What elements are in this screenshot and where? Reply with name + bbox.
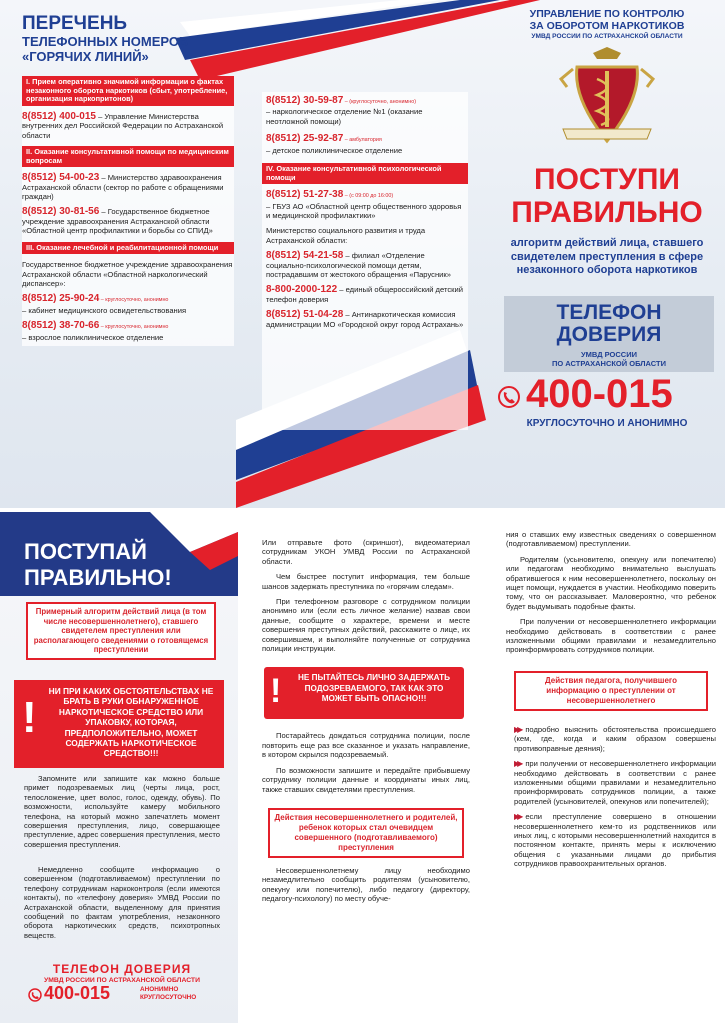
org-line: УМВД РОССИИ ПО АСТРАХАНСКОЙ ОБЛАСТИ bbox=[531, 33, 683, 40]
list-item bbox=[266, 134, 464, 155]
hotline-panel-left bbox=[22, 76, 234, 346]
cover-subtitle: алгоритм действий лица, ставшего свидетелем преступления в сфере незаконного оборота наркотиков bbox=[510, 237, 704, 276]
phone-icon bbox=[28, 988, 42, 1002]
footer-phone-number: 400-015 bbox=[44, 983, 111, 1003]
phone-icon bbox=[498, 386, 520, 408]
exclamation-icon: ! bbox=[270, 672, 282, 711]
list-item: Государственное бюджетное учреждение здравоохранения Астраханской области «Областной наркологический диспансер»: bbox=[22, 260, 233, 289]
instruction-paragraph: Или отправьте фото (скриншот), видеоматериал сотрудникам УКОН УМВД России по Астраханской области. bbox=[262, 538, 470, 566]
title-line: ПЕРЕЧЕНЬ bbox=[22, 14, 128, 34]
list-item bbox=[266, 96, 464, 126]
instruction-paragraph: Несовершеннолетнему лицу необходимо незамедлительно сообщить родителям (усыновителю, опекуну или попечителю), либо педагогу (директору, педагогу-психологу) по месту обуче- bbox=[262, 865, 470, 904]
instruction-paragraph: При получении от несовершеннолетнего информации необходимо действовать в соответствии с ранее изложенными общими правилами и незамедлительно проинформировать сотрудников полиции. bbox=[506, 617, 716, 655]
algorithm-box: Примерный алгоритм действий лица (в том числе несовершеннолетнего), ставшего свидетелем преступления или располагающего сведениями о готовящемся преступлении bbox=[26, 602, 216, 660]
inner-left-column bbox=[0, 512, 238, 1023]
instruction-paragraph: Чем быстрее поступит информация, тем больше шансов задержать преступника по «горячим следам». bbox=[262, 572, 470, 591]
cover-headline bbox=[496, 163, 718, 229]
big-phone-number: 400-015 bbox=[526, 371, 673, 416]
item-text: – детское поликлиническое отделение bbox=[266, 145, 403, 155]
phone-number: 8(8512) 51-04-28 bbox=[266, 309, 344, 321]
item-text: – филиал «Отделение социально-психологической помощи детям, пострадавшим от жестокого обращения «Парусник» bbox=[266, 251, 451, 280]
warning-box bbox=[14, 680, 224, 768]
section-header: I. Прием оперативно значимой информации о фактах незаконного оборота наркотиков (сбыт, употребление, организация наркопритонов) bbox=[22, 76, 234, 106]
footer-org: УМВД РОССИИ ПО АСТРАХАНСКОЙ ОБЛАСТИ bbox=[44, 977, 200, 984]
trust-phone-line: ТЕЛЕФОН bbox=[556, 300, 662, 324]
double-arrow-icon: ▶▶ bbox=[514, 759, 521, 769]
item-note: – (круглосуточно, анонимно) bbox=[343, 99, 417, 105]
footer-trust-phone bbox=[22, 962, 222, 1018]
org-line: УПРАВЛЕНИЕ ПО КОНТРОЛЮ bbox=[529, 8, 685, 20]
police-emblem-icon bbox=[496, 45, 718, 149]
phone-number: 8(8512) 38-70-66 bbox=[22, 320, 100, 332]
list-item bbox=[22, 321, 234, 342]
trust-phone-line: ДОВЕРИЯ bbox=[556, 322, 662, 346]
trust-phone-line: УМВД РОССИИ bbox=[580, 349, 637, 359]
title-line: «ГОРЯЧИХ ЛИНИЙ» bbox=[22, 49, 149, 64]
cover-panel bbox=[496, 8, 718, 504]
exclamation-icon: ! bbox=[22, 693, 37, 742]
headline-line: ПОСТУПИ bbox=[534, 163, 680, 196]
list-item bbox=[266, 190, 464, 220]
phone-number: 8(8512) 400-015 bbox=[22, 110, 96, 122]
warning-text: НЕ ПЫТАЙТЕСЬ ЛИЧНО ЗАДЕРЖАТЬ ПОДОЗРЕВАЕМОГО, ТАК КАК ЭТО МОЖЕТ БЫТЬ ОПАСНО!!! bbox=[297, 673, 451, 704]
phone-number: 8-800-2000-122 bbox=[266, 284, 338, 296]
bullet-text: подробно выяснить обстоятельства происшедшего (кем, где, когда и каким образом совершены противоправные деяния); bbox=[514, 724, 716, 753]
item-note: – круглосуточно, анонимно bbox=[99, 297, 169, 304]
bullet-text: при получении от несовершеннолетнего информации необходимо действовать в соответствии с ранее изложенными общими правилами и незамедлительно проинформировать сотрудников полиции, а также родителей (усыновителей, опекунов или попечителей); bbox=[514, 759, 716, 806]
phone-number: 8(8512) 30-59-87 bbox=[266, 95, 344, 106]
bullet-item bbox=[506, 759, 716, 806]
inner-right-column bbox=[506, 530, 716, 1020]
item-text: – единый общероссийский детский телефон доверия bbox=[266, 285, 463, 304]
title-line: ТЕЛЕФОННЫХ НОМЕРОВ bbox=[22, 34, 189, 49]
org-line: ЗА ОБОРОТОМ НАРКОТИКОВ bbox=[529, 20, 685, 32]
headline-line: ПРАВИЛЬНО! bbox=[24, 565, 172, 590]
instruction-paragraph: По возможности запишите и передайте прибывшему сотруднику полиции данные и координаты иных лиц, также ставших свидетелями преступления. bbox=[262, 765, 470, 794]
inner-middle-column bbox=[262, 520, 470, 1020]
section-header: II. Оказание консультативной помощи по медицинским вопросам bbox=[22, 146, 234, 167]
item-text: – наркологическое отделение №1 (оказание неотложной помощи) bbox=[266, 107, 423, 126]
instruction-paragraph: ния о ставших ему известных сведениях о совершенном (подготавливаемом) преступлении. bbox=[506, 530, 716, 549]
bullet-item bbox=[506, 725, 716, 753]
phone-number: 8(8512) 51-27-38 bbox=[266, 189, 344, 201]
hotline-list-middle bbox=[262, 92, 468, 430]
availability-note: КРУГЛОСУТОЧНО И АНОНИМНО bbox=[526, 417, 688, 429]
section-header: III. Оказание лечебной и реабилитационной помощи bbox=[22, 242, 234, 255]
warning-text: НИ ПРИ КАКИХ ОБСТОЯТЕЛЬСТВАХ НЕ БРАТЬ В РУКИ ОБНАРУЖЕННОЕ НАРКОТИЧЕСКОЕ СРЕДСТВО ИЛИ УПАКОВКУ, КОТОРАЯ, ПРЕДПОЛОЖИТЕЛЬНО, МОЖЕТ СОДЕРЖАТЬ НАРКОТИЧЕСКОЕ СРЕДСТВО!!! bbox=[48, 686, 214, 759]
headline-line: ПОСТУПАЙ bbox=[24, 539, 147, 564]
big-phone-row bbox=[496, 371, 718, 416]
list-item bbox=[266, 251, 464, 279]
trust-phone-line: ПО АСТРАХАНСКОЙ ОБЛАСТИ bbox=[552, 358, 666, 368]
section-header: IV. Оказание консультативной психологической помощи bbox=[262, 163, 468, 184]
list-title bbox=[22, 14, 240, 64]
trust-phone-box bbox=[504, 296, 714, 372]
phone-number: 8(8512) 30-81-56 bbox=[22, 206, 100, 218]
bullet-text: если преступление совершено в отношении несовершеннолетнего кем-то из родственников или иных лиц, с которыми несовершеннолетний находится в постоянном контакте, принять меры к исключению общения с указанными лицами до прибытия сотрудников правоохранительных органов. bbox=[514, 812, 716, 869]
item-text: – ГБУЗ АО «Областной центр общественного здоровья и медицинской профилактики» bbox=[266, 201, 462, 221]
list-item bbox=[266, 310, 464, 329]
footer-title: ТЕЛЕФОН ДОВЕРИЯ bbox=[52, 962, 192, 976]
hotline-list-left bbox=[22, 14, 240, 504]
headline-line: ПРАВИЛЬНО bbox=[511, 196, 703, 229]
item-text: – кабинет медицинского освидетельствования bbox=[22, 305, 187, 315]
item-note: – круглосуточно, анонимно bbox=[99, 324, 169, 331]
brochure-inner-side bbox=[0, 512, 725, 1023]
instruction-paragraph: Родителям (усыновителю, опекуну или попечителю) или педагогам необходимо внимательно выслушать обратившегося к ним несовершеннолетнего, поскольку он ищет помощи, нуждается в участии. Необходимо поверить тому, что он рассказывает. Маловероятно, что ребенок будет выдумывать подобные факты. bbox=[506, 554, 716, 611]
list-item bbox=[22, 207, 234, 235]
section-box: Действия педагога, получившего информацию о преступлении от несовершеннолетнего bbox=[514, 671, 708, 711]
phone-number: 8(8512) 54-00-23 bbox=[22, 172, 100, 184]
organization-name bbox=[496, 8, 718, 41]
instruction-paragraph: Постарайтесь дождаться сотрудника полиции, после повторить еще раз все сказанное и указать направление, в котором скрылся подозреваемый. bbox=[262, 731, 470, 760]
phone-number: 8(8512) 54-21-58 bbox=[266, 250, 344, 262]
item-note: – (с 09:00 до 16:00) bbox=[343, 193, 394, 200]
list-item bbox=[22, 294, 234, 315]
list-item bbox=[266, 285, 464, 304]
item-text: – взрослое поликлиническое отделение bbox=[22, 332, 164, 342]
item-note: – амбулатория bbox=[343, 137, 382, 144]
bullet-item bbox=[506, 812, 716, 868]
brochure-outer-side bbox=[0, 0, 725, 508]
list-item: Министерство социального развития и труда Астраханской области: bbox=[266, 226, 426, 245]
instruction-paragraph: Немедленно сообщите информацию о совершенном (подготавливаемом) преступлении по телефону сотрудникам наркоконтроля (если имеются контакты), по «телефону доверия» УМВД России по Астраханской области, выделенному для принятия сообщений по фактам употребления, незаконного оборота наркотических средств, психотропных веществ. bbox=[24, 865, 220, 940]
item-text: – Управление Министерства внутренних дел Российской Федерации по Астраханской области bbox=[22, 111, 224, 140]
phone-number: 8(8512) 25-92-87 bbox=[266, 133, 344, 145]
list-item bbox=[22, 112, 234, 140]
item-text: – Государственное бюджетное учреждение здравоохранения Астраханской области «Областной центр профилактики и борьбы со СПИД» bbox=[22, 207, 213, 236]
item-text: – Антинаркотическая комиссия администрации МО «Городской округ город Астрахань» bbox=[266, 310, 464, 329]
item-text: – Министерство здравоохранения Астраханской области (сектор по работе с обращениями граждан) bbox=[22, 173, 224, 201]
instruction-paragraph: Запомните или запишите как можно больше примет подозреваемых лиц (черты лица, рост, телосложение, цвет волос, голос, одежду, обувь). По возможности, используйте камеру мобильного телефона, на который можно запечатлеть момент совершения преступления, лицо, совершающее преступление, адрес совершения преступления, место совершения преступления. bbox=[24, 774, 220, 849]
double-arrow-icon: ▶▶ bbox=[514, 812, 521, 822]
phone-number: 8(8512) 25-90-24 bbox=[22, 293, 100, 305]
section-box: Действия несовершеннолетнего и родителей, ребенок которых стал очевидцем совершенного (подготавливаемого) преступления bbox=[268, 808, 464, 858]
list-item bbox=[22, 173, 234, 201]
warning-box bbox=[264, 667, 464, 719]
footer-note: АНОНИМНО bbox=[140, 986, 179, 993]
double-arrow-icon: ▶▶ bbox=[514, 724, 521, 734]
footer-note: КРУГЛОСУТОЧНО bbox=[140, 994, 197, 1001]
instruction-paragraph: При телефонном разговоре с сотрудником полиции анонимно или (если есть личное желание) назвав свои данные, сообщите о характере, времени и месте совершения преступных действий, расскажите о лице, их совершившем, и выполняйте полученные от сотрудника полиции инструкции. bbox=[262, 597, 470, 654]
